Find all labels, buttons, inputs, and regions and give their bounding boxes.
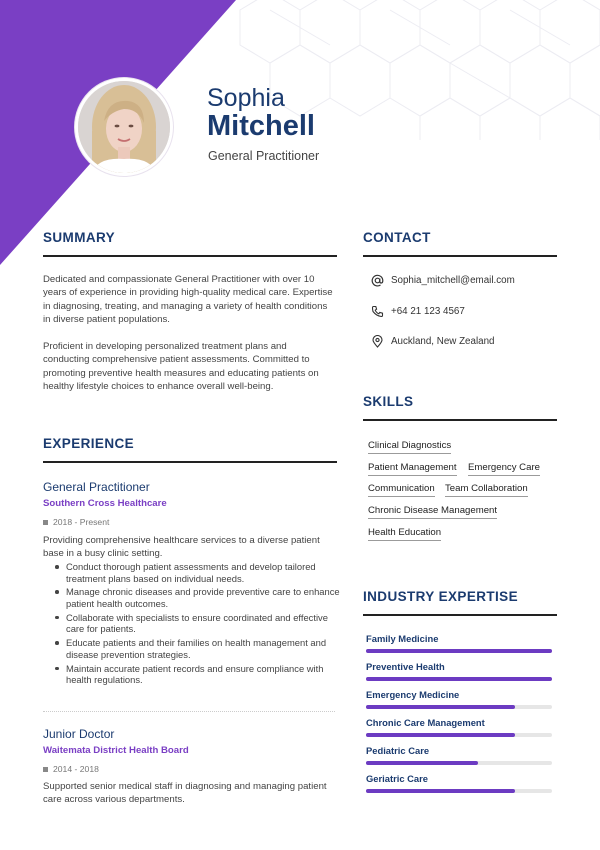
- job-role: General Practitioner: [43, 480, 150, 494]
- job-company: Southern Cross Healthcare: [43, 498, 167, 509]
- experience-divider: [43, 461, 337, 463]
- skill-tag: Chronic Disease Management: [368, 505, 497, 519]
- expertise-label: Chronic Care Management: [366, 717, 485, 728]
- job-description: Supported senior medical staff in diagnosing and managing patient care across various departments.: [43, 781, 327, 806]
- location-text: Auckland, New Zealand: [391, 335, 495, 347]
- expertise-bar-fill: [366, 677, 552, 681]
- expertise-bar-fill: [366, 705, 515, 709]
- summary-heading: SUMMARY: [43, 230, 116, 245]
- expertise-bar: [366, 705, 552, 709]
- profile-photo: [75, 78, 173, 176]
- expertise-bar: [366, 761, 552, 765]
- calendar-icon: [43, 767, 48, 772]
- expertise-bar-fill: [366, 733, 515, 737]
- summary-paragraph-1: Dedicated and compassionate General Practitioner with over 10 years of experience in providing high-quality medical care. Expertise in diagnosing, treating, and managing a variety of health conditions in diverse patient populations.: [43, 274, 333, 325]
- skills-heading: SKILLS: [363, 394, 414, 409]
- avatar-portrait: [78, 81, 170, 173]
- summary-paragraph-2: Proficient in developing personalized treatment plans and conducting comprehensive patient assessments. Committed to promoting preventive health measures and educating patients on healthy lifestyle choices to enhance overall well-being.: [43, 341, 319, 392]
- expertise-label: Geriatric Care: [366, 773, 429, 784]
- phone-text: +64 21 123 4567: [391, 305, 465, 317]
- job-separator: [43, 711, 335, 712]
- industry-heading: INDUSTRY EXPERTISE: [363, 589, 518, 604]
- first-name: Sophia: [207, 84, 285, 112]
- list-item: Educate patients and their families on health management and disease prevention strategies.: [55, 637, 340, 660]
- skill-tag: Communication: [368, 483, 435, 497]
- expertise-bar: [366, 649, 552, 653]
- skill-tag: Patient Management: [368, 462, 457, 476]
- industry-divider: [363, 614, 557, 616]
- job-title: General Practitioner: [208, 149, 320, 163]
- phone-icon: [371, 305, 384, 318]
- expertise-bar-fill: [366, 649, 552, 653]
- job-company: Waitemata District Health Board: [43, 745, 189, 756]
- location-pin-icon: [371, 335, 384, 348]
- expertise-bar: [366, 733, 552, 737]
- last-name: Mitchell: [207, 110, 315, 142]
- contact-heading: CONTACT: [363, 230, 431, 245]
- expertise-bar: [366, 677, 552, 681]
- job-bullet-list: [55, 561, 340, 688]
- expertise-bar-fill: [366, 761, 478, 765]
- expertise-label: Pediatric Care: [366, 745, 430, 756]
- expertise-label: Emergency Medicine: [366, 689, 460, 700]
- experience-heading: EXPERIENCE: [43, 436, 135, 451]
- email-text: Sophia_mitchell@email.com: [391, 274, 515, 286]
- job-dates-text: 2014 - 2018: [53, 764, 99, 774]
- contact-phone[interactable]: [371, 304, 465, 318]
- expertise-bar-fill: [366, 789, 515, 793]
- expertise-label: Family Medicine: [366, 633, 439, 644]
- job-dates: [43, 517, 109, 527]
- contact-location: [371, 334, 494, 348]
- calendar-icon: [43, 520, 48, 525]
- skill-tag: Clinical Diagnostics: [368, 440, 451, 454]
- skills-divider: [363, 419, 557, 421]
- job-role: Junior Doctor: [43, 727, 115, 741]
- list-item: Maintain accurate patient records and ensure compliance with health regulations.: [55, 663, 340, 686]
- skill-tag: Team Collaboration: [445, 483, 528, 497]
- summary-divider: [43, 255, 337, 257]
- job-dates-text: 2018 - Present: [53, 517, 110, 527]
- expertise-bar: [366, 789, 552, 793]
- job-dates: [43, 764, 99, 774]
- at-sign-icon: [371, 274, 384, 287]
- skill-tag: Health Education: [368, 527, 441, 541]
- contact-email[interactable]: [371, 273, 515, 287]
- list-item: Conduct thorough patient assessments and develop tailored treatment plans based on individual needs.: [55, 561, 340, 584]
- list-item: Collaborate with specialists to ensure coordinated and effective care for patients.: [55, 612, 340, 635]
- contact-divider: [363, 255, 557, 257]
- expertise-label: Preventive Health: [366, 661, 445, 672]
- skill-tag: Emergency Care: [468, 462, 540, 476]
- list-item: Manage chronic diseases and provide preventive care to enhance patient health outcomes.: [55, 586, 340, 609]
- job-description: Providing comprehensive healthcare services to a diverse patient base in a busy clinic setting.: [43, 535, 320, 560]
